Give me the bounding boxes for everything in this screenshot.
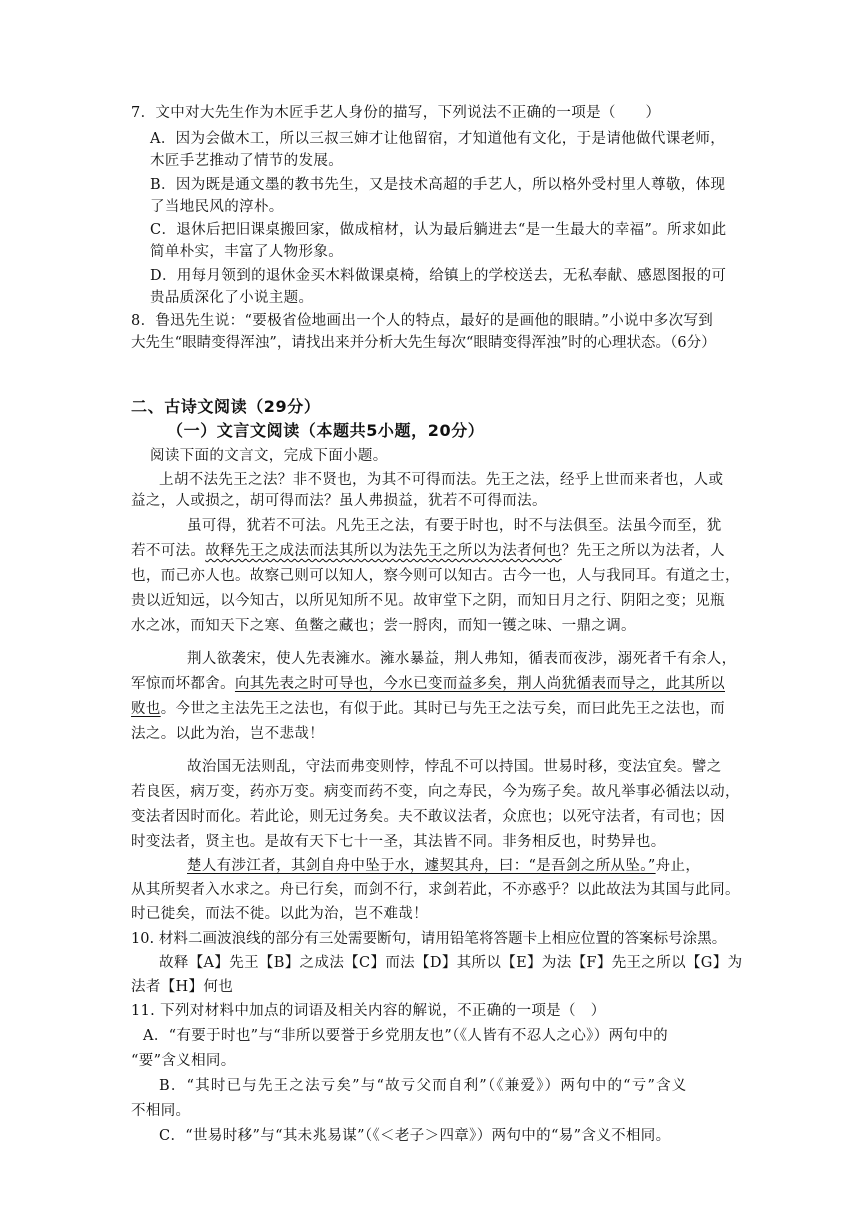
passage-p5-line3: 时已徙矣，而法不徙。以此为治，岂不难哉！	[131, 906, 428, 922]
passage-p1-line1: 上胡不法先王之法？非不贤也，为其不可得而法。先王之法，经乎上世而来者也，人或	[159, 472, 724, 488]
passage-text: 若不可法。	[131, 543, 206, 559]
q8-stem-cont: 大先生“眼睛变得浑浊”，请找出来并分析大先生每次“眼睛变得浑浊”时的心理状态。（6分）	[131, 335, 716, 351]
passage-p3-line2	[131, 674, 725, 694]
q7-option-a: A．因为会做木工，所以三叔三婶才让他留宿，才知道他有文化，于是请他做代课老师，	[150, 131, 726, 147]
passage-text: 。今世之主法先王之法也，有似于此。其时已与先王之法亏矣，而曰此先王之法也，而	[160, 701, 725, 717]
q11-option-a: A．“有要于时也”与“非所以要誉于乡党朋友也”（《人皆有不忍人之心》）两句中的	[143, 1028, 669, 1044]
q11-stem: 11. 下列对材料中加点的词语及相关内容的解说，不正确的一项是（ ）	[131, 1003, 606, 1019]
q7-option-c-cont: 简单朴实，丰富了人物形象。	[150, 244, 344, 260]
passage-p3-line1: 荆人欲袭宋，使人先表澭水。澭水暴益，荆人弗知，循表而夜涉，溺死者千有余人，	[187, 651, 737, 667]
section-title: 二、古诗文阅读（29分）	[131, 397, 321, 416]
q7-option-b: B．因为既是通文墨的教书先生，又是技术高超的手艺人，所以格外受村里人尊敬，体现	[150, 177, 726, 193]
passage-p4-line3: 变法者因时而化。若此论，则无过务矣。夫不敢议法者，众庶也；以死守法者，有司也；因	[131, 809, 725, 825]
passage-p2-line4: 贵以近知远，以今知古，以所见知所不见。故审堂下之阴，而知日月之行、阴阳之变；见瓶	[131, 593, 725, 609]
q7-option-d: D．用每月领到的退休金买木料做课桌椅，给镇上的学校送去，无私奉献、感恩图报的可	[150, 268, 727, 284]
passage-p3-line3	[131, 699, 725, 719]
q7-option-c: C．退休后把旧课桌搬回家，做成棺材，认为最后躺进去“是一生最大的幸福”。所求如此	[150, 222, 727, 238]
passage-p5-line1	[187, 856, 700, 876]
q11-option-b: B．“其时已与先王之法亏矣”与“故亏父而自利”（《兼爱》）两句中的“亏”含义	[159, 1078, 688, 1094]
q8-stem: 8．鲁迅先生说：“要极省俭地画出一个人的特点，最好的是画他的眼睛。”小说中多次写到	[131, 313, 714, 329]
q10-stem: 10. 材料二画波浪线的部分有三处需要断句，请用铅笔将答题卡上相应位置的答案标号涂黑。	[131, 931, 727, 947]
q7-option-a-cont: 木匠手艺推动了情节的发展。	[150, 153, 344, 169]
underlined-sentence: 向其先表之时可导也，今水已变而益多矣，荆人尚犹循表而导之，此其所以	[234, 676, 725, 692]
underlined-sentence-end: 败也	[131, 701, 161, 717]
passage-p4-line2: 若良医，病万变，药亦万变。病变而药不变，向之寿民，今为殇子矣。故凡举事必循法以动，	[131, 784, 740, 800]
underlined-sentence: 楚人有涉江者，其剑自舟中坠于水，遽契其舟，曰：“是吾剑之所从坠。”	[187, 858, 656, 874]
q7-option-b-cont: 了当地民风的淳朴。	[150, 199, 284, 215]
passage-p4-line4: 时变法者，贤主也。是故有天下七十一圣，其法皆不同。非务相反也，时势异也。	[131, 834, 666, 850]
passage-p2-line2	[131, 541, 725, 561]
passage-p3-line4: 法之。以此为治，岂不悲哉！	[131, 726, 325, 742]
reading-instruction: 阅读下面的文言文，完成下面小题。	[150, 448, 388, 464]
passage-p2-line3: 也，而己亦人也。故察己则可以知人，察今则可以知古。古今一也，人与我同耳。有道之士，	[131, 568, 740, 584]
passage-p2-line1: 虽可得，犹若不可法。凡先王之法，有要于时也，时不与法俱至。法虽今而至，犹	[187, 518, 722, 534]
passage-p5-line2: 从其所契者入水求之。舟已行矣，而剑不行，求剑若此，不亦惑乎？以此故法为其国与此同。	[131, 882, 740, 898]
passage-p1-line2: 益之，人或损之，胡可得而法？虽人弗损益，犹若不可得而法。	[131, 493, 547, 509]
q10-sentence: 故释【A】先王【B】之成法【C】而法【D】其所以【E】为法【F】先王之所以【G】为	[159, 955, 743, 971]
q11-option-b-cont: 不相同。	[131, 1103, 191, 1119]
q11-option-a-cont: “要”含义相同。	[131, 1053, 236, 1069]
q7-stem: 7．文中对大先生作为木匠手艺人身份的描写，下列说法不正确的一项是（ ）	[131, 105, 661, 121]
passage-text: 舟止，	[655, 858, 701, 874]
q11-option-c: C．“世易时移”与“其未兆易谋”（《＜老子＞四章》）两句中的“易”含义不相同。	[159, 1128, 671, 1144]
q7-option-d-cont: 贵品质深化了小说主题。	[150, 290, 314, 306]
subsection-title: （一）文言文阅读（本题共5小题，20分）	[167, 421, 485, 440]
passage-text: 军惊而坏都舍。	[131, 676, 235, 692]
passage-p2-line5: 水之冰，而知天下之寒、鱼鳖之藏也；尝一脟肉，而知一镬之味、一鼎之调。	[131, 618, 636, 634]
wavy-underlined-sentence: 故释先王之成法而法其所以为法先王之所以为法者何也	[205, 543, 562, 559]
passage-p4-line1: 故治国无法则乱，守法而弗变则悖，悖乱不可以持国。世易时移，变法宜矣。譬之	[187, 759, 722, 775]
q10-sentence-cont: 法者【H】何也	[131, 979, 234, 995]
passage-text: ？先王之所以为法者，人	[561, 543, 726, 559]
